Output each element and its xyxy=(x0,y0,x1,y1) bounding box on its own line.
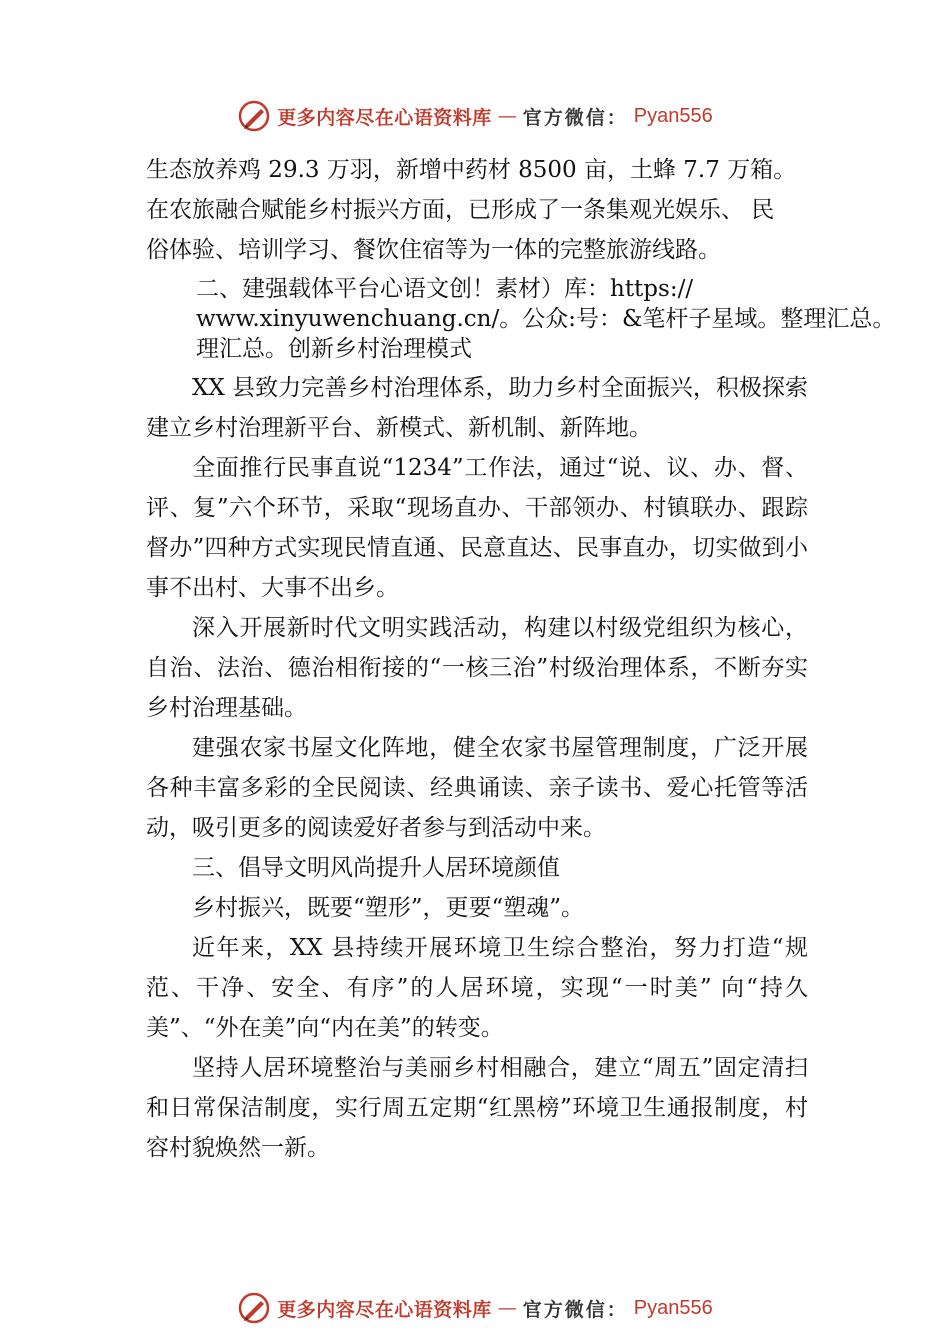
paragraph-7: 近年来，XX 县持续开展环境卫生综合整治，努力打造“规范、干净、安全、有序”的人居环境，实现“一时美” 向“持久美”、“外在美”向“内在美”的转变。 xyxy=(146,935,808,1041)
pen-circle-logo-icon xyxy=(237,1291,271,1325)
paragraph-5: 建强农家书屋文化阵地，健全农家书屋管理制度，广泛开展各种丰富多彩的全民阅读、经典诵读、亲子读书、爱心托管等活动，吸引更多的阅读爱好者参与到活动中来。 xyxy=(146,735,808,841)
paragraph-8: 坚持人居环境整治与美丽乡村相融合，建立“周五”固定清扫和日常保洁制度，实行周五定期“红黑榜”环境卫生通报制度，村容村貌焕然一新。 xyxy=(146,1055,808,1161)
banner-wechat-id: Pyan556 xyxy=(633,1296,713,1319)
banner-wechat-id: Pyan556 xyxy=(633,104,713,127)
section-heading-2 xyxy=(196,270,896,364)
paragraph-1-line-1: 生态放养鸡 29.3 万羽，新增中药材 8500 亩，土蜂 7.7 万箱。 xyxy=(146,157,797,183)
section-heading-2-line-1: 二、建强载体平台心语文创！素材）库：https:// xyxy=(196,276,694,302)
banner-brand: 更多内容尽在心语资料库 xyxy=(277,1298,492,1321)
section-heading-3: 三、倡导文明风尚提升人居环境颜值 xyxy=(192,855,560,881)
paragraph-3: 全面推行民事直说“1234”工作法，通过“说、议、办、督、评、复”六个环节，采取“现场直办、干部领办、村镇联办、跟踪督办”四种方式实现民情直通、民意直达、民事直办，切实做到小事不出村、大事不出乡。 xyxy=(146,455,808,601)
banner-brand: 更多内容尽在心语资料库 xyxy=(277,106,492,129)
banner-official-label: 官方微信： xyxy=(522,1298,628,1321)
footer-banner xyxy=(0,1288,950,1328)
paragraph-2: XX 县致力完善乡村治理体系，助力乡村全面振兴，积极探索建立乡村治理新平台、新模式、新机制、新阵地。 xyxy=(146,375,808,441)
paragraph-1-line-2: 在农旅融合赋能乡村振兴方面，已形成了一条集观光娱乐、 民 xyxy=(146,197,775,223)
paragraph-4: 深入开展新时代文明实践活动，构建以村级党组织为核心，自治、法治、德治相衔接的“一核三治”村级治理体系，不断夯实乡村治理基础。 xyxy=(146,615,808,721)
section-heading-2-line-3: 理汇总。创新乡村治理模式 xyxy=(196,336,472,362)
paragraph-6: 乡村振兴，既要“塑形”，更要“塑魂”。 xyxy=(192,895,585,921)
pen-circle-logo-icon xyxy=(237,99,271,133)
header-banner xyxy=(0,96,950,136)
banner-official-label: 官方微信： xyxy=(522,106,628,129)
paragraph-1-line-3: 俗体验、培训学习、餐饮住宿等为一体的完整旅游线路。 xyxy=(146,237,721,263)
document-body xyxy=(146,150,896,1168)
banner-separator: — xyxy=(497,105,517,127)
banner-separator: — xyxy=(497,1297,517,1319)
section-heading-2-line-2: www.xinyuwenchuang.cn/。公众:号：&笔杆子星域。整理汇总。 xyxy=(196,306,896,332)
